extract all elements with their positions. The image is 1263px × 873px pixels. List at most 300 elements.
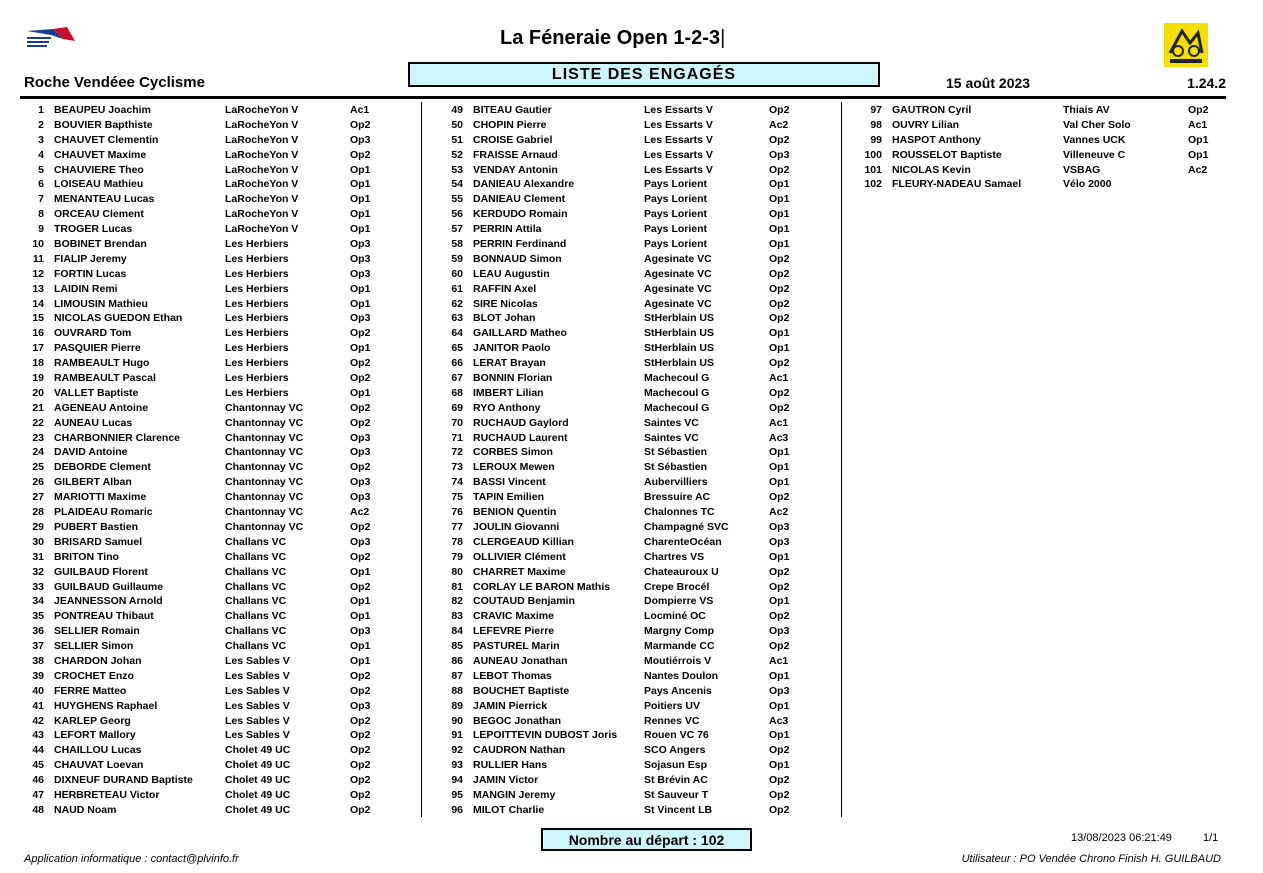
bib-number: 47 xyxy=(32,788,44,801)
rider-name: NICOLAS Kevin xyxy=(892,163,971,176)
rider-category: Op2 xyxy=(350,372,371,385)
rider-club: Machecoul G xyxy=(644,372,710,385)
rider-club: LaRocheYon V xyxy=(225,178,299,191)
rider-name: LEAU Augustin xyxy=(473,267,550,280)
bib-number: 102 xyxy=(864,178,882,191)
bib-number: 31 xyxy=(32,550,44,563)
rider-club: Cholet 49 UC xyxy=(225,759,291,772)
bib-number: 69 xyxy=(451,401,463,414)
rider-category: Op1 xyxy=(350,610,371,623)
bib-number: 78 xyxy=(451,535,463,548)
rider-name: MANGIN Jeremy xyxy=(473,788,556,801)
rider-club: Agesinate VC xyxy=(644,252,712,265)
rider-category: Op2 xyxy=(769,491,790,504)
rider-category: Op2 xyxy=(769,744,790,757)
rider-club: Chateauroux U xyxy=(644,565,719,578)
rider-club: StHerblain US xyxy=(644,357,715,370)
bib-number: 68 xyxy=(451,386,463,399)
rider-name: NICOLAS GUEDON Ethan xyxy=(54,312,183,325)
rider-name: TROGER Lucas xyxy=(54,223,133,236)
rider-club: Pays Lorient xyxy=(644,223,708,236)
rider-club: Les Herbiers xyxy=(225,327,289,340)
rider-club: Margny Comp xyxy=(644,625,715,638)
rider-club: St Brévin AC xyxy=(644,774,708,787)
rider-category: Op2 xyxy=(350,148,371,161)
rider-name: BEAUPEU Joachim xyxy=(54,104,151,116)
federation-logo xyxy=(23,25,77,51)
rider-category: Op1 xyxy=(769,759,790,772)
rider-category: Ac2 xyxy=(1188,163,1208,176)
bib-number: 79 xyxy=(451,550,463,563)
bib-number: 28 xyxy=(32,506,44,519)
rider-name: CORBES Simon xyxy=(473,446,553,459)
rider-category: Op1 xyxy=(350,654,371,667)
rider-name: CRAVIC Maxime xyxy=(473,610,554,623)
rider-name: LERAT Brayan xyxy=(473,357,546,370)
bib-number: 82 xyxy=(451,595,463,608)
rider-category: Op1 xyxy=(350,193,371,206)
rider-name: PONTREAU Thibaut xyxy=(54,610,154,623)
rider-name: SIRE Nicolas xyxy=(473,297,538,310)
rider-category: Ac1 xyxy=(769,372,789,385)
rider-category: Op2 xyxy=(350,803,371,816)
rider-club: SCO Angers xyxy=(644,744,706,757)
rider-category: Op2 xyxy=(769,357,790,370)
rider-category: Op2 xyxy=(769,133,790,146)
rider-club: Les Herbiers xyxy=(225,372,289,385)
bib-number: 54 xyxy=(451,178,463,191)
bib-number: 45 xyxy=(32,759,44,772)
rider-name: CROCHET Enzo xyxy=(54,669,134,682)
rider-club: Pays Lorient xyxy=(644,178,708,191)
rider-name: JOULIN Giovanni xyxy=(473,520,560,533)
rider-category: Op2 xyxy=(769,252,790,265)
bib-number: 23 xyxy=(32,431,44,444)
rider-category: Op3 xyxy=(350,446,371,459)
rider-name: BRISARD Samuel xyxy=(54,535,143,548)
bib-number: 89 xyxy=(451,699,463,712)
rider-club: Cholet 49 UC xyxy=(225,788,291,801)
rider-club: Les Essarts V xyxy=(644,163,713,176)
rider-club: Val Cher Solo xyxy=(1063,118,1131,131)
rider-club: Challans VC xyxy=(225,535,287,548)
bib-number: 61 xyxy=(451,282,463,295)
bib-number: 96 xyxy=(451,803,463,816)
bib-number: 5 xyxy=(38,163,44,176)
rider-name: CHAILLOU Lucas xyxy=(54,744,142,757)
rider-category: Op3 xyxy=(769,535,790,548)
rider-category: Op2 xyxy=(769,312,790,325)
rider-name: DAVID Antoine xyxy=(54,446,128,459)
rider-club: St Vincent LB xyxy=(644,803,713,816)
rider-category: Op3 xyxy=(350,312,371,325)
rider-category: Op2 xyxy=(769,580,790,593)
rider-club: Cholet 49 UC xyxy=(225,744,291,757)
rider-category: Op1 xyxy=(769,729,790,742)
bib-number: 84 xyxy=(451,625,463,638)
bib-number: 74 xyxy=(451,476,463,489)
rider-name: RUCHAUD Gaylord xyxy=(473,416,569,429)
rider-club: Chalonnes TC xyxy=(644,506,715,519)
rider-name: CAUDRON Nathan xyxy=(473,744,566,757)
rider-name: VENDAY Antonin xyxy=(473,163,558,176)
rider-category: Op2 xyxy=(350,788,371,801)
rider-club: Chantonnay VC xyxy=(225,461,304,474)
bib-number: 10 xyxy=(32,238,44,251)
rider-name: CHAUVAT Loevan xyxy=(54,759,144,772)
bib-number: 26 xyxy=(32,476,44,489)
bib-number: 29 xyxy=(32,520,44,533)
rider-name: BASSI Vincent xyxy=(473,476,546,489)
rider-category: Op1 xyxy=(350,163,371,176)
bib-number: 19 xyxy=(32,372,44,385)
rider-category: Ac1 xyxy=(769,654,789,667)
rider-club: Saintes VC xyxy=(644,431,699,444)
rider-club: Thiais AV xyxy=(1063,104,1110,116)
rider-name: FERRE Matteo xyxy=(54,684,127,697)
rider-club: Agesinate VC xyxy=(644,297,712,310)
rider-name: CORLAY LE BARON Mathis xyxy=(473,580,611,593)
bib-number: 16 xyxy=(32,327,44,340)
bib-number: 2 xyxy=(38,118,44,131)
rider-category: Op1 xyxy=(769,446,790,459)
bib-number: 72 xyxy=(451,446,463,459)
rider-club: Chantonnay VC xyxy=(225,446,304,459)
rider-name: OUVRY Lilian xyxy=(892,118,960,131)
rider-name: TAPIN Emilien xyxy=(473,491,544,504)
rider-club: Vélo 2000 xyxy=(1063,178,1112,191)
rider-category: Op1 xyxy=(769,461,790,474)
bib-number: 76 xyxy=(451,506,463,519)
rider-category: Op2 xyxy=(769,640,790,653)
rider-category: Op2 xyxy=(769,282,790,295)
club-logo xyxy=(1164,23,1208,67)
rider-category: Op1 xyxy=(769,178,790,191)
rider-club: Chantonnay VC xyxy=(225,401,304,414)
rider-category: Op2 xyxy=(350,461,371,474)
rider-category: Op3 xyxy=(350,491,371,504)
bib-number: 77 xyxy=(451,520,463,533)
rider-name: FIALIP Jeremy xyxy=(54,252,127,265)
version-label: 1.24.2 xyxy=(1187,75,1226,91)
rider-name: ROUSSELOT Baptiste xyxy=(892,148,1002,161)
rider-name: PLAIDEAU Romaric xyxy=(54,506,153,519)
rider-category: Ac1 xyxy=(1188,118,1208,131)
rider-name: HASPOT Anthony xyxy=(892,133,981,146)
race-title: La Féneraie Open 1-2-3| xyxy=(500,27,726,49)
bib-number: 93 xyxy=(451,759,463,772)
bib-number: 9 xyxy=(38,223,44,236)
rider-club: Agesinate VC xyxy=(644,267,712,280)
bib-number: 48 xyxy=(32,803,44,816)
rider-club: Les Essarts V xyxy=(644,104,713,116)
rider-club: Machecoul G xyxy=(644,401,710,414)
bib-number: 99 xyxy=(870,133,882,146)
rider-category: Op2 xyxy=(769,386,790,399)
rider-category: Op3 xyxy=(350,267,371,280)
rider-category: Ac2 xyxy=(769,118,789,131)
rider-name: AGENEAU Antoine xyxy=(54,401,149,414)
bib-number: 42 xyxy=(32,714,44,727)
rider-category: Op2 xyxy=(350,759,371,772)
rider-name: RAFFIN Axel xyxy=(473,282,537,295)
bib-number: 11 xyxy=(32,252,44,265)
rider-category: Op1 xyxy=(769,208,790,221)
rider-name: IMBERT Lilian xyxy=(473,386,544,399)
rider-category: Op2 xyxy=(769,163,790,176)
rider-club: Cholet 49 UC xyxy=(225,803,291,816)
rider-name: OUVRARD Tom xyxy=(54,327,132,340)
rider-name: SELLIER Romain xyxy=(54,625,140,638)
bib-number: 90 xyxy=(451,714,463,727)
rider-name: RUCHAUD Laurent xyxy=(473,431,568,444)
rider-name: OLLIVIER Clément xyxy=(473,550,566,563)
rider-category: Op1 xyxy=(769,595,790,608)
rider-name: VALLET Baptiste xyxy=(54,386,139,399)
rider-name: BRITON Tino xyxy=(54,550,119,563)
rider-name: CROISE Gabriel xyxy=(473,133,553,146)
rider-category: Op1 xyxy=(1188,133,1209,146)
bib-number: 14 xyxy=(32,297,44,310)
bib-number: 52 xyxy=(451,148,463,161)
bib-number: 37 xyxy=(32,640,44,653)
rider-category: Ac3 xyxy=(769,714,789,727)
rider-category: Op3 xyxy=(350,699,371,712)
bib-number: 7 xyxy=(38,193,44,206)
rider-club: Saintes VC xyxy=(644,416,699,429)
bib-number: 44 xyxy=(32,744,44,757)
bib-number: 95 xyxy=(451,788,463,801)
bib-number: 62 xyxy=(451,297,463,310)
rider-club: LaRocheYon V xyxy=(225,118,299,131)
rider-category: Op3 xyxy=(769,625,790,638)
rider-category: Op1 xyxy=(350,342,371,355)
rider-name: LIMOUSIN Mathieu xyxy=(54,297,148,310)
rider-category: Op2 xyxy=(350,580,371,593)
rider-category: Op2 xyxy=(350,684,371,697)
rider-name: LEFORT Mallory xyxy=(54,729,136,742)
rider-club: Rouen VC 76 xyxy=(644,729,709,742)
bib-number: 4 xyxy=(38,148,44,161)
start-count-box: Nombre au départ : 102 xyxy=(541,828,752,851)
bib-number: 30 xyxy=(32,535,44,548)
rider-club: Champagné SVC xyxy=(644,520,729,533)
rider-club: Les Herbiers xyxy=(225,342,289,355)
rider-category: Op3 xyxy=(350,535,371,548)
bib-number: 35 xyxy=(32,610,44,623)
rider-club: LaRocheYon V xyxy=(225,208,299,221)
rider-name: KARLEP Georg xyxy=(54,714,131,727)
bib-number: 88 xyxy=(451,684,463,697)
rider-club: LaRocheYon V xyxy=(225,133,299,146)
bib-number: 18 xyxy=(32,357,44,370)
bib-number: 81 xyxy=(451,580,463,593)
bib-number: 25 xyxy=(32,461,44,474)
rider-club: LaRocheYon V xyxy=(225,193,299,206)
rider-club: Villeneuve C xyxy=(1063,148,1126,161)
bib-number: 65 xyxy=(451,342,463,355)
rider-club: Les Sables V xyxy=(225,714,290,727)
rider-name: CHAUVET Clementin xyxy=(54,133,159,146)
rider-name: CLERGEAUD Killian xyxy=(473,535,574,548)
bib-number: 66 xyxy=(451,357,463,370)
bib-number: 8 xyxy=(38,208,44,221)
rider-club: Les Sables V xyxy=(225,684,290,697)
rider-name: BOUCHET Baptiste xyxy=(473,684,570,697)
bib-number: 86 xyxy=(451,654,463,667)
rider-club: LaRocheYon V xyxy=(225,104,299,116)
bib-number: 51 xyxy=(451,133,463,146)
rider-name: BONNIN Florian xyxy=(473,372,553,385)
column-divider xyxy=(421,102,422,817)
bib-number: 56 xyxy=(451,208,463,221)
rider-category: Op2 xyxy=(350,729,371,742)
rider-name: AUNEAU Lucas xyxy=(54,416,133,429)
rider-club: Pays Lorient xyxy=(644,238,708,251)
rider-club: Challans VC xyxy=(225,550,287,563)
rider-club: Agesinate VC xyxy=(644,282,712,295)
bib-number: 6 xyxy=(38,178,44,191)
rider-category: Op2 xyxy=(769,565,790,578)
rider-club: Dompierre VS xyxy=(644,595,714,608)
rider-category: Op2 xyxy=(350,401,371,414)
rider-club: Challans VC xyxy=(225,625,287,638)
rider-club: Chantonnay VC xyxy=(225,416,304,429)
rider-category: Op1 xyxy=(350,178,371,191)
rider-name: FRAISSE Arnaud xyxy=(473,148,558,161)
user-credit: Utilisateur : PO Vendée Chrono Finish H. GUILBAUD xyxy=(961,853,1221,865)
bib-number: 46 xyxy=(32,774,44,787)
rider-name: JAMIN Victor xyxy=(473,774,539,787)
rider-category: Op1 xyxy=(769,193,790,206)
rider-category: Op2 xyxy=(350,550,371,563)
bib-number: 12 xyxy=(32,267,44,280)
rider-category: Op2 xyxy=(769,788,790,801)
rider-name: GUILBAUD Guillaume xyxy=(54,580,164,593)
rider-name: RYO Anthony xyxy=(473,401,541,414)
rider-category: Op1 xyxy=(769,223,790,236)
print-timestamp: 13/08/2023 06:21:49 xyxy=(1071,832,1172,844)
rider-category: Op2 xyxy=(769,774,790,787)
rider-name: PUBERT Bastien xyxy=(54,520,139,533)
bib-number: 101 xyxy=(864,163,882,176)
rider-category: Op2 xyxy=(769,610,790,623)
rider-category: Op3 xyxy=(350,133,371,146)
bib-number: 58 xyxy=(451,238,463,251)
rider-name: BLOT Johan xyxy=(473,312,536,325)
rider-name: RAMBEAULT Hugo xyxy=(54,357,150,370)
rider-category: Op3 xyxy=(350,431,371,444)
rider-category: Op1 xyxy=(769,699,790,712)
bib-number: 33 xyxy=(32,580,44,593)
rider-club: St Sébastien xyxy=(644,446,708,459)
bib-number: 59 xyxy=(451,252,463,265)
rider-name: CHOPIN Pierre xyxy=(473,118,547,131)
rider-category: Op1 xyxy=(769,342,790,355)
rider-name: PASQUIER Pierre xyxy=(54,342,141,355)
rider-name: COUTAUD Benjamin xyxy=(473,595,575,608)
rider-category: Op1 xyxy=(350,208,371,221)
rider-club: StHerblain US xyxy=(644,342,715,355)
rider-club: CharenteOcéan xyxy=(644,535,722,548)
rider-name: ORCEAU Clement xyxy=(54,208,144,221)
rider-category: Op1 xyxy=(769,476,790,489)
rider-club: Les Herbiers xyxy=(225,282,289,295)
race-date: 15 août 2023 xyxy=(946,75,1031,91)
rider-club: StHerblain US xyxy=(644,327,715,340)
bib-number: 17 xyxy=(32,342,44,355)
rider-name: HERBRETEAU Victor xyxy=(54,788,160,801)
rider-club: Challans VC xyxy=(225,595,287,608)
rider-club: Chantonnay VC xyxy=(225,506,304,519)
rider-club: St Sébastien xyxy=(644,461,708,474)
bib-number: 57 xyxy=(451,223,463,236)
rider-category: Ac1 xyxy=(350,104,370,116)
rider-name: CHAUVIERE Theo xyxy=(54,163,144,176)
bib-number: 32 xyxy=(32,565,44,578)
rider-category: Op2 xyxy=(1188,104,1209,116)
bib-number: 53 xyxy=(451,163,463,176)
rider-club: Locminé OC xyxy=(644,610,706,623)
column-divider xyxy=(841,102,842,817)
rider-club: Challans VC xyxy=(225,565,287,578)
rider-category: Op3 xyxy=(350,625,371,638)
bib-number: 21 xyxy=(32,401,44,414)
rider-category: Op2 xyxy=(769,401,790,414)
rider-club: Marmande CC xyxy=(644,640,715,653)
bib-number: 71 xyxy=(451,431,463,444)
rider-club: Chantonnay VC xyxy=(225,476,304,489)
rider-club: Les Herbiers xyxy=(225,238,289,251)
rider-name: CHARRET Maxime xyxy=(473,565,566,578)
rider-club: Les Sables V xyxy=(225,654,290,667)
rider-name: PASTUREL Marin xyxy=(473,640,560,653)
rider-category: Ac2 xyxy=(350,506,370,519)
header-rule xyxy=(20,96,1226,99)
rider-club: Poitiers UV xyxy=(644,699,701,712)
bib-number: 50 xyxy=(451,118,463,131)
bib-number: 83 xyxy=(451,610,463,623)
bib-number: 87 xyxy=(451,669,463,682)
app-credit: Application informatique : contact@plvinfo.fr xyxy=(24,853,239,865)
page-count: 1/1 xyxy=(1203,832,1219,844)
rider-name: LEROUX Mewen xyxy=(473,461,555,474)
rider-name: CHAUVET Maxime xyxy=(54,148,147,161)
bib-number: 41 xyxy=(32,699,44,712)
bib-number: 92 xyxy=(451,744,463,757)
bib-number: 27 xyxy=(32,491,44,504)
bib-number: 64 xyxy=(451,327,463,340)
rider-name: BENION Quentin xyxy=(473,506,557,519)
rider-name: GAUTRON Cyril xyxy=(892,104,972,116)
rider-name: BONNAUD Simon xyxy=(473,252,562,265)
rider-name: BITEAU Gautier xyxy=(473,104,552,116)
rider-name: SELLIER Simon xyxy=(54,640,134,653)
rider-category: Ac2 xyxy=(769,506,789,519)
rider-category: Ac3 xyxy=(769,431,789,444)
bib-number: 43 xyxy=(32,729,44,742)
rider-club: Pays Lorient xyxy=(644,208,708,221)
rider-club: Cholet 49 UC xyxy=(225,774,291,787)
rider-category: Op2 xyxy=(350,520,371,533)
bib-number: 70 xyxy=(451,416,463,429)
rider-category: Op3 xyxy=(769,520,790,533)
rider-name: MILOT Charlie xyxy=(473,803,545,816)
rider-category: Op3 xyxy=(350,252,371,265)
rider-club: Les Essarts V xyxy=(644,118,713,131)
rider-category: Op2 xyxy=(350,118,371,131)
bib-number: 34 xyxy=(32,595,44,608)
